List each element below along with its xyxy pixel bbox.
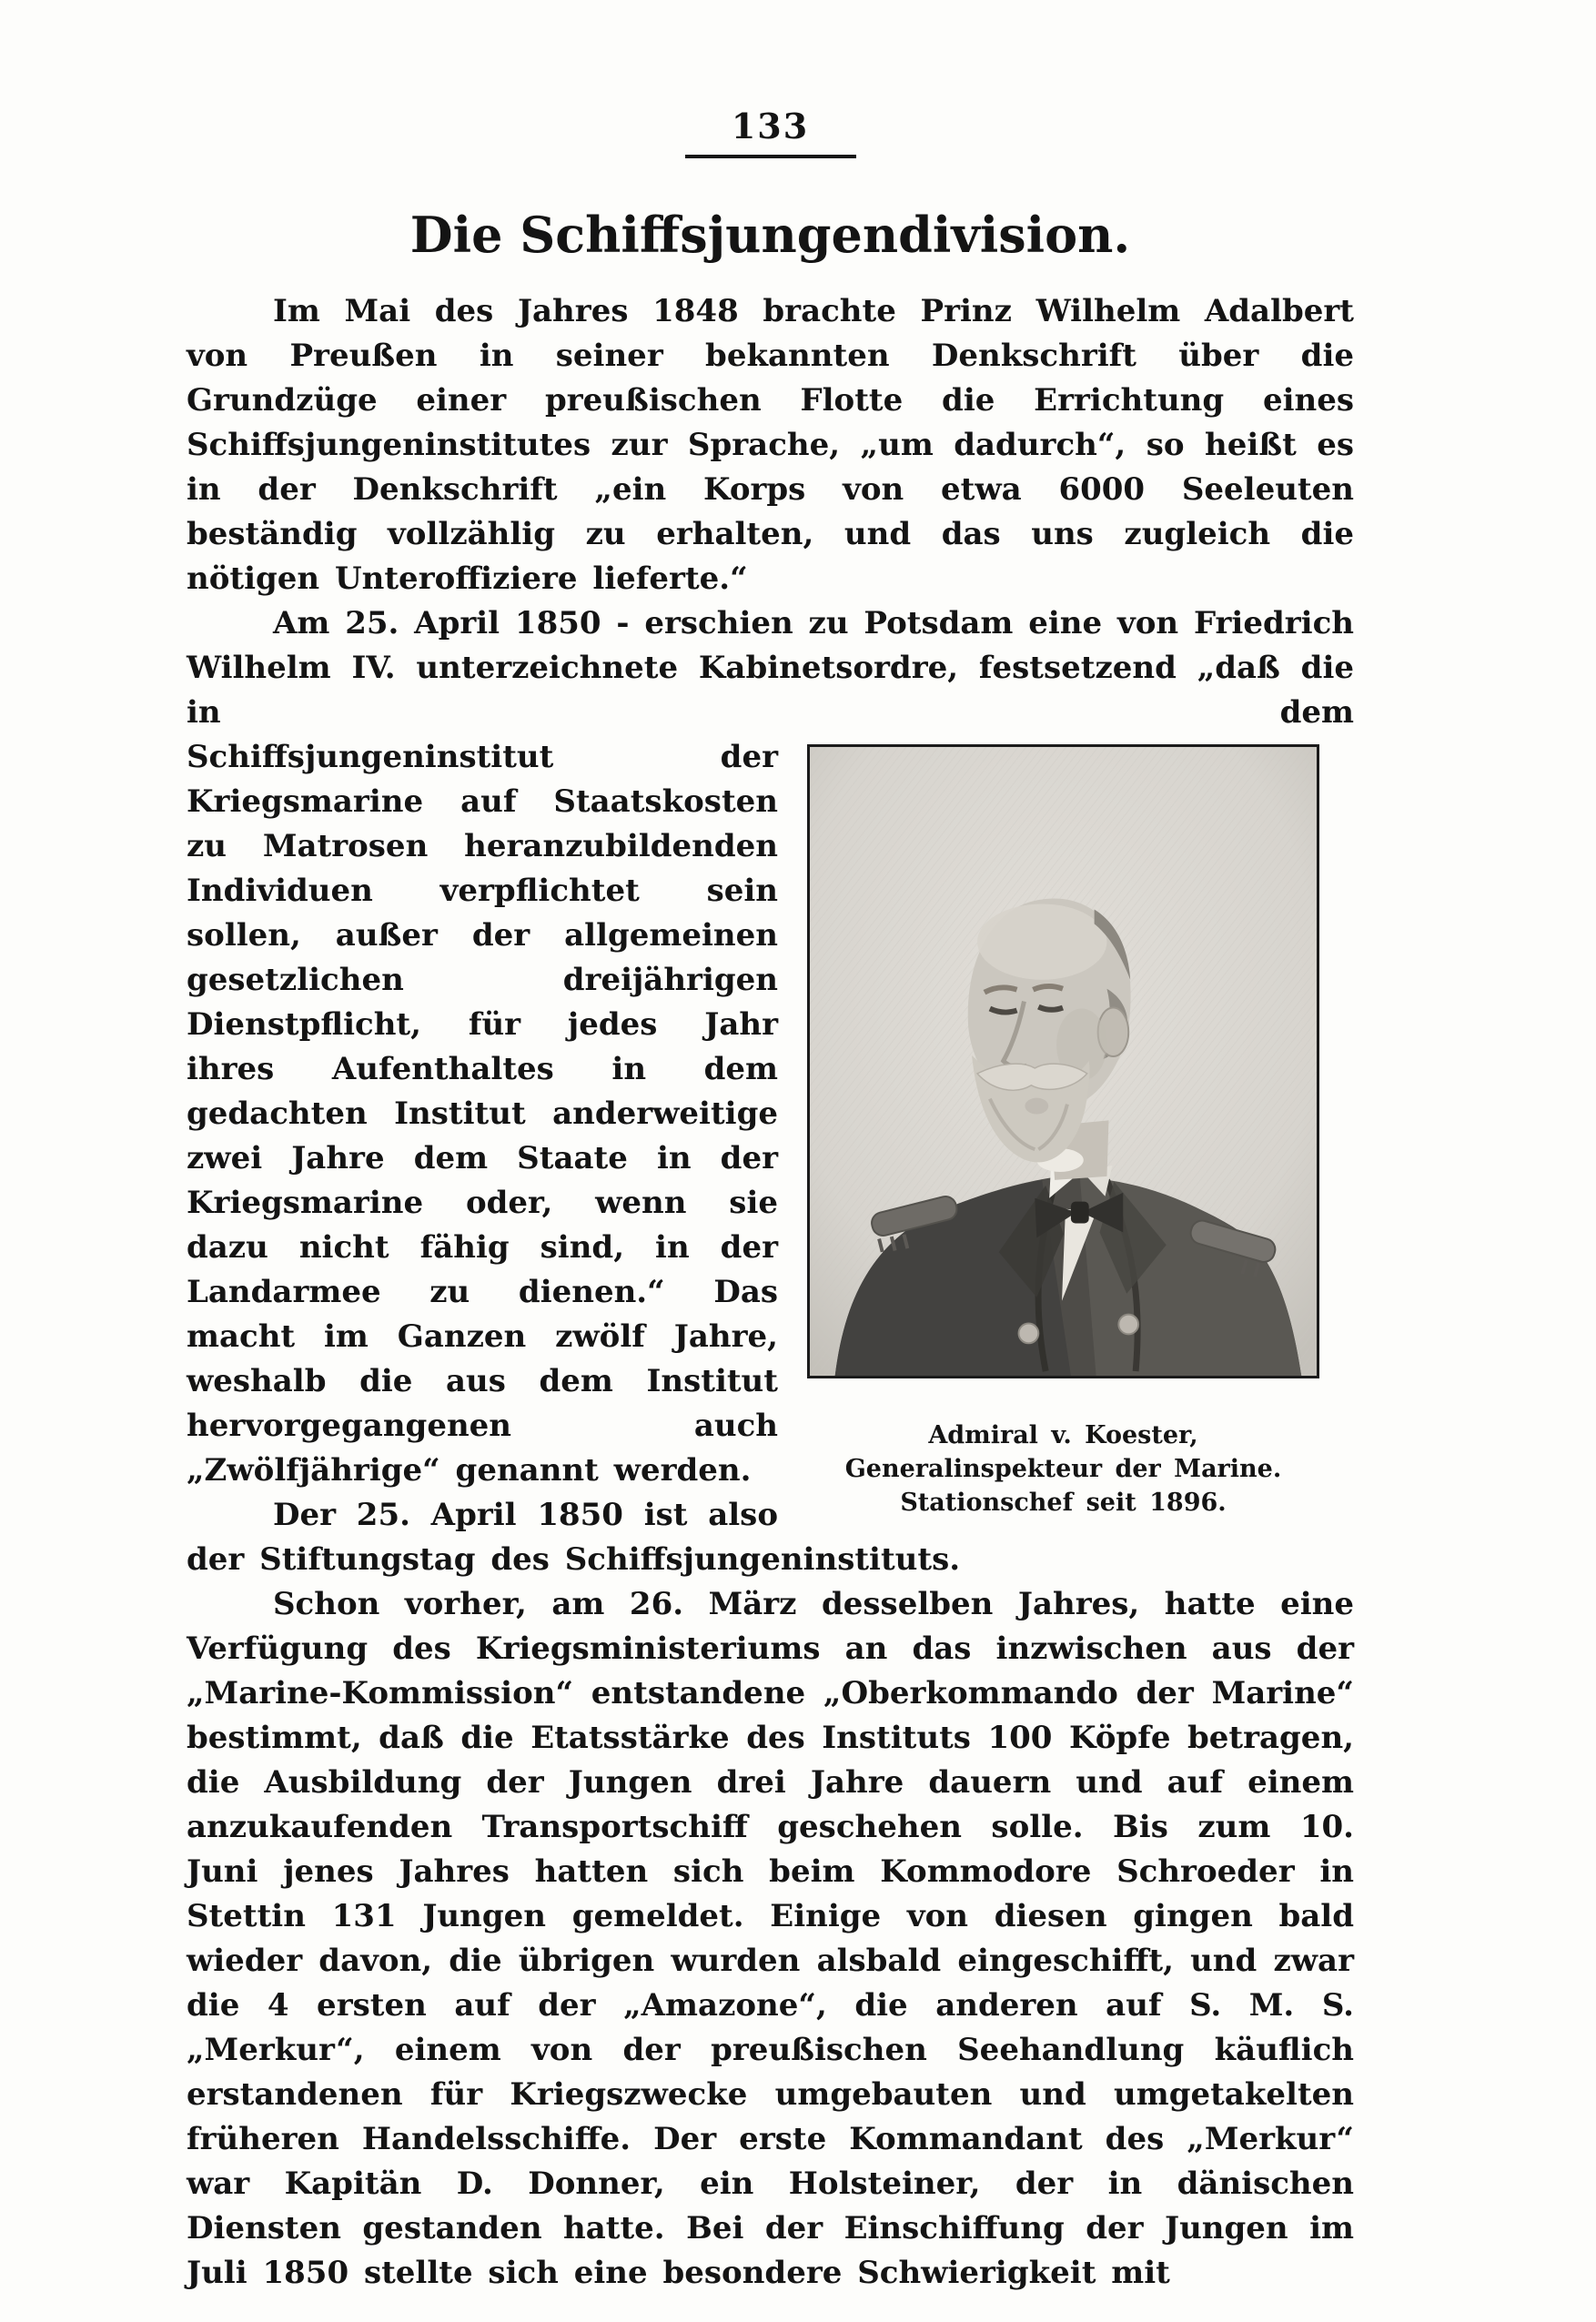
caption-line-1: Admiral v. Koester, [928, 1421, 1198, 1449]
portrait-photo [807, 744, 1319, 1378]
article-title: Die Schiffsjungendivision. [409, 206, 1131, 264]
page-content [187, 107, 1354, 2296]
paragraph-1: Im Mai des Jahres 1848 brachte Prinz Wilhelm Adalbert von Preußen in seiner bekannten Denkschrift über die Grundzüge einer preußischen Flotte die Errichtung eines Schiffsjungeninstitutes zur Sprache, „um dadurch“, so heißt es in der Denkschrift „ein Korps von etwa 6000 Seeleuten beständig vollzählig zu erhalten, und das uns zugleich die nötigen Unteroffiziere lieferte.“ [187, 293, 1354, 597]
caption-line-2: Generalinspekteur der Marine. [844, 1455, 1282, 1483]
paragraph-4: Schon vorher, am 26. März desselben Jahres, hatte eine Verfügung des Kriegsministeriums an das inzwischen aus der „Marine-Kommission“ entstandene „Oberkommando der Marine“ bestimmt, daß die Etatsstärke des Instituts 100 Köpfe betragen, die Ausbildung der Jungen drei Jahre dauern und auf einem anzukaufenden Transportschiff geschehen solle. Bis zum 10. Juni jenes Jahres hatten sich beim Kommodore Schroeder in Stettin 131 Jungen gemeldet. Einige von diesen gingen bald wieder davon, die übrigen wurden alsbald eingeschifft, und zwar die 4 ersten auf der „Amazone“, die anderen auf S. M. S. „Merkur“, einem von der preußischen Seehandlung käuflich erstandenen für Kriegszwecke umgebauten und umgetakelten früheren Handelsschiffe. Der erste Kommandant des „Merkur“ war Kapitän D. Donner, ein Holsteiner, der in dänischen Diensten gestanden hatte. Bei der Einschiffung der Jungen im Juli 1850 stellte sich eine besondere Schwierigkeit mit [187, 1586, 1354, 2291]
paragraph-3: Der 25. April 1850 ist also der Stiftungstag des Schiffsjungeninstituts. [187, 1497, 961, 1578]
page-number-rule [685, 155, 856, 158]
paragraph-2-lead: Am 25. April 1850 - erschien zu Potsdam eine von Friedrich Wilhelm IV. unterzeichnete Kabinetsordre, festsetzend „daß die in dem [187, 605, 1354, 731]
portrait-illustration [810, 747, 1317, 1376]
caption-line-3: Stationschef seit 1896. [900, 1489, 1227, 1517]
portrait-figure [807, 744, 1319, 1519]
article-body [187, 289, 1354, 2296]
page-header [187, 107, 1354, 262]
page-number: 133 [731, 106, 810, 146]
portrait-caption [807, 1418, 1319, 1519]
paragraph-2-continuation: Schiffsjungeninstitut der Kriegsmarine auf Staatskosten zu Matrosen heranzubildenden Individuen verpflichtet sein sollen, außer der allgemeinen gesetzlichen dreijährigen Dienstpflicht, für jedes Jahr ihres Aufenthaltes in dem gedachten Institut anderweitige zwei Jahre dem Staate in der Kriegsmarine oder, wenn sie dazu nicht fähig sind, in der Landarmee zu dienen.“ Das macht im Ganzen zwölf Jahre, weshalb die aus dem Institut hervorgegangenen auch „Zwölfjährige“ genannt werden. [187, 739, 778, 1489]
page-number-block [187, 107, 1354, 158]
